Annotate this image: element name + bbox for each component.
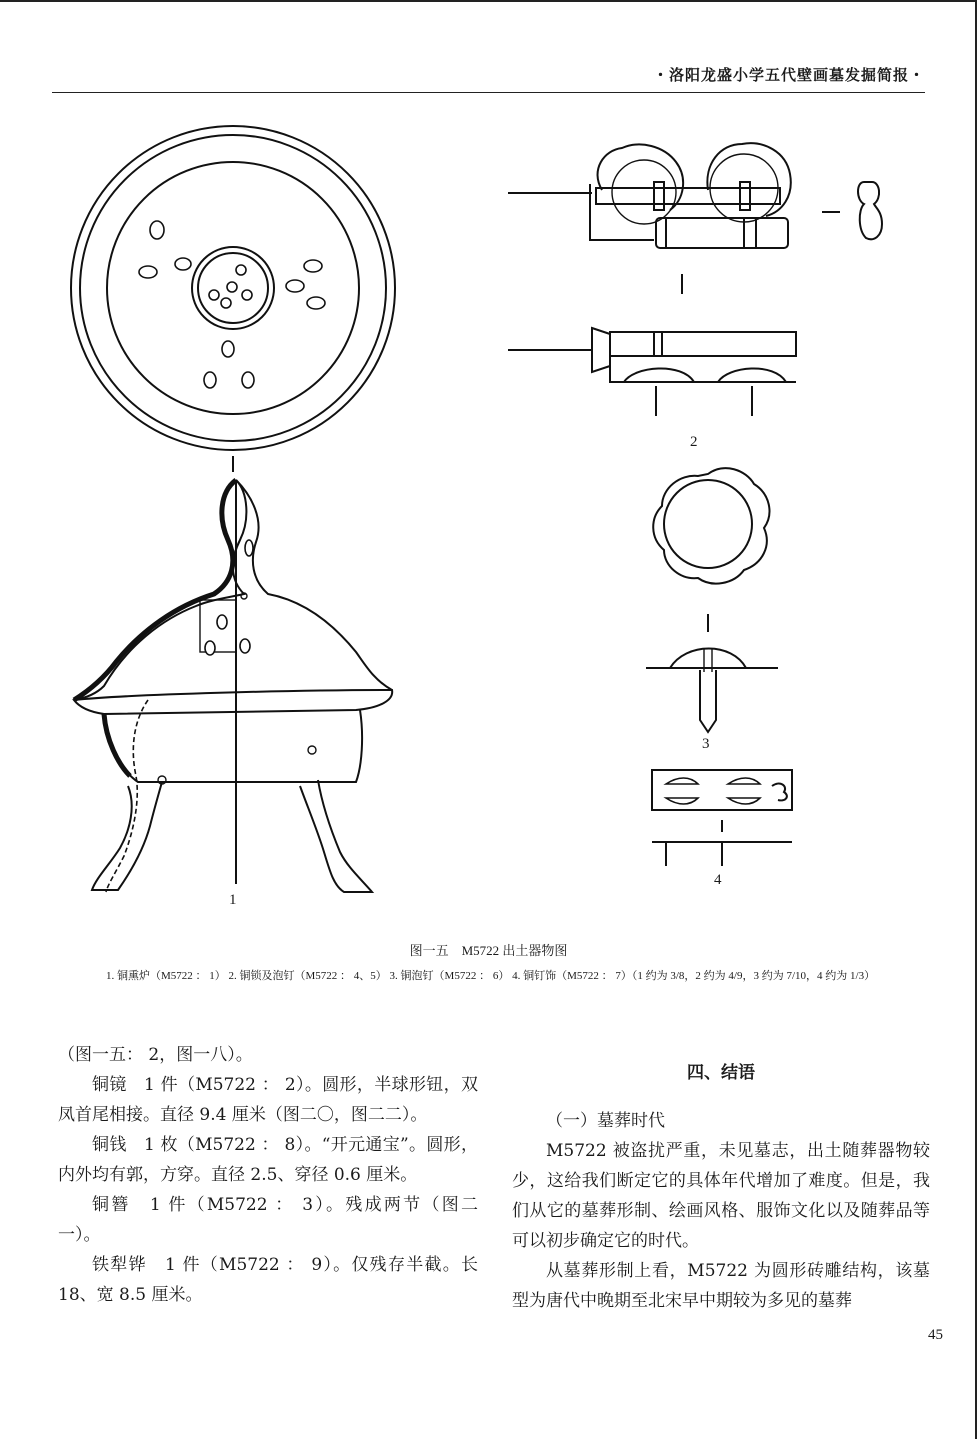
paragraph: 从墓葬形制上看，M5722 为圆形砖雕结构，该墓型为唐代中晚期至北宋早中期较为多见的墓葬 (512, 1261, 930, 1311)
paragraph: 铜簪 1 件（M5722 ： 3）。残成两节（图二一）。 (58, 1195, 478, 1245)
figure-15 (0, 100, 977, 920)
left-column (58, 1040, 478, 1310)
paragraph: M5722 被盗扰严重，未见墓志，出土随葬器物较少，这给我们断定它的具体年代增加了难度。但是，我们从它的墓葬形制、绘画风格、服饰文化以及随葬品等可以初步确定它的时代。 (512, 1141, 930, 1251)
censer-side-view (74, 480, 392, 892)
subsection-heading: （一）墓葬时代 (546, 1111, 665, 1131)
figure-drawings (0, 100, 977, 920)
paragraph: 铜镜 1 件（M5722 ： 2）。圆形，半球形钮，双凤首尾相接。直径 9.4 厘米（图二〇，图二二）。 (58, 1075, 478, 1125)
paragraph: （图一五： 2，图一八）。 (58, 1045, 253, 1065)
page-top-border (0, 0, 977, 2)
section-heading: 四、结语 (687, 1063, 755, 1083)
right-column (512, 1058, 930, 1316)
lock-top-view (508, 143, 882, 294)
paragraph: 铜钱 1 枚（M5722 ： 8）。“开元通宝”。圆形，内外均有郭，方穿。直径 2.5、穿径 0.6 厘米。 (58, 1135, 478, 1185)
figure-label-2: 2 (690, 434, 698, 450)
figure-label-3: 3 (702, 736, 710, 752)
figure-label-1: 1 (229, 892, 237, 908)
figure-caption-title: 图一五 M5722 出土器物图 (409, 943, 568, 958)
running-header: ・洛阳龙盛小学五代壁画墓发掘简报・ (652, 66, 925, 84)
page-number: 45 (928, 1327, 943, 1343)
figure-caption-body: 1. 铜熏炉（M5722 ： 1） 2. 铜锁及泡钉（M5722 ： 4、5） 3. 铜泡钉（M5722 ： 6） 4. 铜钉饰（M5722 ： 7）（1 约为 3/8，2 约为 4/9，3 约为 7/10，4 约为 1/3） (106, 970, 876, 982)
nail-top-view (653, 468, 769, 632)
paragraph: 铁犁铧 1 件（M5722 ： 9）。仅残存半截。长 18、宽 8.5 厘米。 (58, 1255, 478, 1305)
lock-side-view (508, 328, 796, 416)
nail-side-view (646, 648, 778, 732)
censer-top-view (71, 126, 395, 472)
nail-ornament (652, 770, 792, 866)
figure-label-4: 4 (714, 872, 722, 888)
header-rule (52, 92, 925, 93)
